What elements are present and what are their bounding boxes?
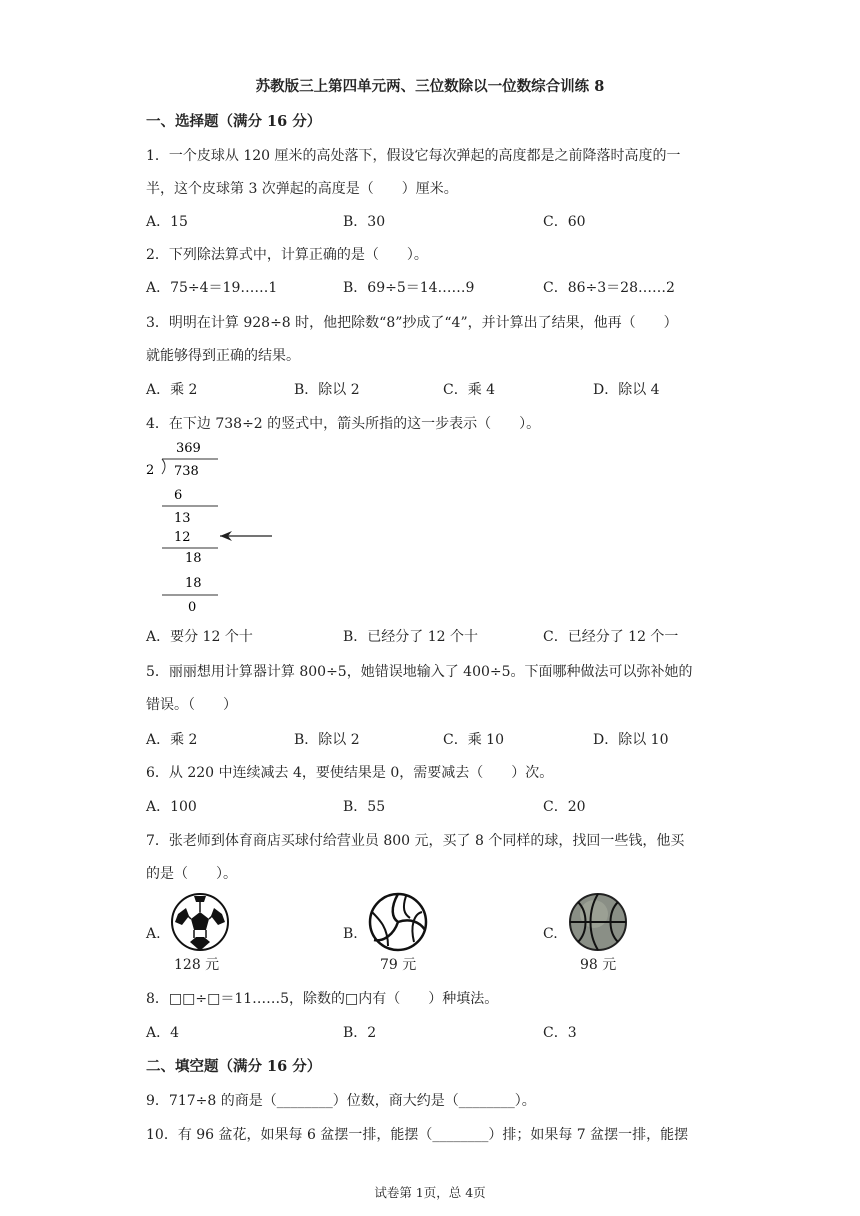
question-1-option-a[interactable]: A．15 [146, 214, 188, 230]
question-7-option-b[interactable]: B. [343, 926, 358, 942]
division-step-4: 18 [185, 551, 202, 566]
section-choice-heading: 一、选择题（满分 16 分） [146, 113, 322, 130]
question-5-option-a[interactable]: A．乘 2 [146, 732, 198, 748]
question-5-line-2: 错误。（ ） [146, 697, 237, 713]
division-step-5: 18 [185, 576, 202, 591]
question-2-option-b[interactable]: B．69÷5＝14……9 [343, 280, 475, 296]
volleyball-icon [366, 892, 430, 954]
question-4-option-c[interactable]: C．已经分了 12 个一 [543, 629, 679, 645]
question-7-option-c[interactable]: C. [543, 926, 558, 942]
section-fill-heading: 二、填空题（满分 16 分） [146, 1058, 322, 1075]
question-5-line-1: 5．丽丽想用计算器计算 800÷5，她错误地输入了 400÷5。下面哪种做法可以弥补她的 [146, 664, 693, 680]
question-3-line-1: 3．明明在计算 928÷8 时，他把除数“8”抄成了“4”，并计算出了结果，他再（ ） [146, 315, 678, 331]
soccer-ball-option[interactable] [168, 892, 232, 972]
question-8-option-c[interactable]: C．3 [543, 1025, 577, 1041]
question-1-line-1: 1．一个皮球从 120 厘米的高处落下，假设它每次弹起的高度都是之前降落时高度的一 [146, 148, 681, 164]
question-2-option-a[interactable]: A．75÷4＝19……1 [146, 280, 278, 296]
question-3-line-2: 就能够得到正确的结果。 [146, 348, 300, 364]
division-step-2: 13 [174, 511, 191, 526]
question-3-option-b[interactable]: B．除以 2 [294, 382, 360, 398]
division-dividend: 738 [174, 464, 199, 479]
soccer-ball-price: 128 元 [174, 957, 220, 973]
question-7-line-2: 的是（ ）。 [146, 866, 237, 882]
question-9-line-1: 9．717÷8 的商是（________）位数，商大约是（________）。 [146, 1093, 536, 1109]
page-title: 苏教版三上第四单元两、三位数除以一位数综合训练 8 [255, 78, 605, 95]
long-division-diagram [140, 438, 280, 618]
question-3-option-d[interactable]: D．除以 4 [593, 382, 660, 398]
basketball-icon [566, 892, 630, 954]
question-4-option-b[interactable]: B．已经分了 12 个十 [343, 629, 479, 645]
question-10-line-1: 10．有 96 盆花，如果每 6 盆摆一排，能摆（________）排；如果每 7 盆摆一排，能摆 [146, 1127, 689, 1143]
question-1-line-2: 半，这个皮球第 3 次弹起的高度是（ ）厘米。 [146, 181, 458, 197]
volleyball-option[interactable] [366, 892, 430, 972]
question-8-option-b[interactable]: B．2 [343, 1025, 377, 1041]
division-step-3: 12 [174, 530, 191, 545]
soccer-ball-icon [168, 892, 232, 954]
question-3-option-c[interactable]: C．乘 4 [443, 382, 496, 398]
question-2-line-1: 2．下列除法算式中，计算正确的是（ ）。 [146, 247, 428, 263]
division-step-1: 6 [174, 488, 183, 503]
question-2-option-c[interactable]: C．86÷3＝28……2 [543, 280, 675, 296]
question-6-option-a[interactable]: A．100 [146, 799, 197, 815]
question-6-line-1: 6．从 220 中连续减去 4，要使结果是 0，需要减去（ ）次。 [146, 765, 554, 781]
question-1-option-b[interactable]: B．30 [343, 214, 386, 230]
division-divisor: 2 [146, 463, 155, 478]
question-5-option-b[interactable]: B．除以 2 [294, 732, 360, 748]
question-7-line-1: 7．张老师到体育商店买球付给营业员 800 元，买了 8 个同样的球，找回一些钱，他买 [146, 833, 685, 849]
question-6-option-c[interactable]: C．20 [543, 799, 586, 815]
page-footer: 试卷第 1页，总 4页 [374, 1185, 486, 1200]
question-6-option-b[interactable]: B．55 [343, 799, 386, 815]
division-quotient: 369 [176, 441, 201, 456]
question-4-option-a[interactable]: A．要分 12 个十 [146, 629, 253, 645]
question-5-option-d[interactable]: D．除以 10 [593, 732, 669, 748]
question-8-option-a[interactable]: A．4 [146, 1025, 180, 1041]
question-4-line-1: 4．在下边 738÷2 的竖式中，箭头所指的这一步表示（ ）。 [146, 416, 541, 432]
division-step-6: 0 [188, 600, 197, 615]
question-3-option-a[interactable]: A．乘 2 [146, 382, 198, 398]
question-1-option-c[interactable]: C．60 [543, 214, 586, 230]
question-8-line-1: 8．□□÷□＝11……5，除数的□内有（ ）种填法。 [146, 991, 499, 1007]
question-7-option-a[interactable]: A. [146, 926, 161, 942]
basketball-option[interactable] [566, 892, 630, 972]
basketball-price: 98 元 [580, 957, 617, 973]
volleyball-price: 79 元 [380, 957, 417, 973]
question-5-option-c[interactable]: C．乘 10 [443, 732, 504, 748]
arrow-icon [220, 531, 272, 541]
